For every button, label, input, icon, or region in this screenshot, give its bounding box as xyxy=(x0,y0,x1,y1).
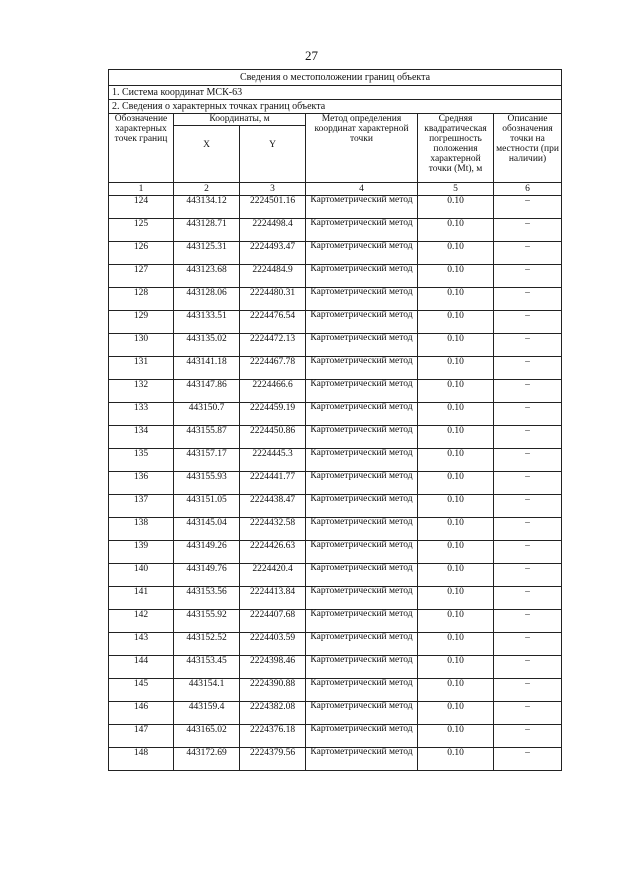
y-value: 2224467.78 xyxy=(240,357,306,380)
accuracy-cell: 0.10 xyxy=(418,633,494,656)
accuracy-cell: 0.10 xyxy=(418,311,494,334)
point-id: 128 xyxy=(109,288,174,311)
y-value: 2224390.88 xyxy=(240,679,306,702)
header-method: Метод определения координат характерной точки xyxy=(306,114,418,183)
description-cell: – xyxy=(494,426,562,449)
x-value: 443155.93 xyxy=(174,472,240,495)
header-coordinates: Координаты, м xyxy=(174,114,306,126)
point-id: 127 xyxy=(109,265,174,288)
accuracy-cell: 0.10 xyxy=(418,265,494,288)
point-id: 137 xyxy=(109,495,174,518)
x-value: 443155.92 xyxy=(174,610,240,633)
x-value: 443153.45 xyxy=(174,656,240,679)
description-cell: – xyxy=(494,633,562,656)
y-value: 2224459.19 xyxy=(240,403,306,426)
method-cell: Картометрический метод xyxy=(306,541,418,564)
method-cell: Картометрический метод xyxy=(306,472,418,495)
y-value: 2224376.18 xyxy=(240,725,306,748)
method-cell: Картометрический метод xyxy=(306,725,418,748)
col-number: 5 xyxy=(418,183,494,196)
y-value: 2224407.68 xyxy=(240,610,306,633)
point-id: 126 xyxy=(109,242,174,265)
y-value: 2224445.3 xyxy=(240,449,306,472)
table-row xyxy=(109,472,562,495)
method-cell: Картометрический метод xyxy=(306,656,418,679)
description-cell: – xyxy=(494,564,562,587)
description-cell: – xyxy=(494,518,562,541)
table-row xyxy=(109,265,562,288)
x-value: 443123.68 xyxy=(174,265,240,288)
x-value: 443128.71 xyxy=(174,219,240,242)
table-row xyxy=(109,656,562,679)
method-cell: Картометрический метод xyxy=(306,426,418,449)
x-value: 443134.12 xyxy=(174,196,240,219)
col-number: 3 xyxy=(240,183,306,196)
description-cell: – xyxy=(494,311,562,334)
y-value: 2224420.4 xyxy=(240,564,306,587)
point-id: 125 xyxy=(109,219,174,242)
header-point-designation: Обозначение характерных точек границ xyxy=(109,114,174,183)
accuracy-cell: 0.10 xyxy=(418,449,494,472)
y-value: 2224432.58 xyxy=(240,518,306,541)
accuracy-cell: 0.10 xyxy=(418,426,494,449)
point-id: 130 xyxy=(109,334,174,357)
point-id: 140 xyxy=(109,564,174,587)
method-cell: Картометрический метод xyxy=(306,610,418,633)
x-value: 443125.31 xyxy=(174,242,240,265)
description-cell: – xyxy=(494,679,562,702)
y-value: 2224426.63 xyxy=(240,541,306,564)
method-cell: Картометрический метод xyxy=(306,357,418,380)
table-row xyxy=(109,288,562,311)
x-value: 443172.69 xyxy=(174,748,240,771)
point-id: 135 xyxy=(109,449,174,472)
method-cell: Картометрический метод xyxy=(306,403,418,426)
method-cell: Картометрический метод xyxy=(306,219,418,242)
table-row xyxy=(109,311,562,334)
table-row xyxy=(109,633,562,656)
method-cell: Картометрический метод xyxy=(306,518,418,541)
description-cell: – xyxy=(494,541,562,564)
x-value: 443147.86 xyxy=(174,380,240,403)
description-cell: – xyxy=(494,449,562,472)
y-value: 2224379.56 xyxy=(240,748,306,771)
description-cell: – xyxy=(494,748,562,771)
method-cell: Картометрический метод xyxy=(306,679,418,702)
point-id: 131 xyxy=(109,357,174,380)
description-cell: – xyxy=(494,219,562,242)
description-cell: – xyxy=(494,403,562,426)
accuracy-cell: 0.10 xyxy=(418,242,494,265)
table-row xyxy=(109,242,562,265)
x-value: 443141.18 xyxy=(174,357,240,380)
description-cell: – xyxy=(494,495,562,518)
description-cell: – xyxy=(494,610,562,633)
point-id: 129 xyxy=(109,311,174,334)
y-value: 2224484.9 xyxy=(240,265,306,288)
point-id: 138 xyxy=(109,518,174,541)
point-id: 136 xyxy=(109,472,174,495)
description-cell: – xyxy=(494,196,562,219)
col-number: 2 xyxy=(174,183,240,196)
method-cell: Картометрический метод xyxy=(306,564,418,587)
y-value: 2224476.54 xyxy=(240,311,306,334)
accuracy-cell: 0.10 xyxy=(418,357,494,380)
description-cell: – xyxy=(494,587,562,610)
y-value: 2224403.59 xyxy=(240,633,306,656)
accuracy-cell: 0.10 xyxy=(418,403,494,426)
table-row xyxy=(109,587,562,610)
x-value: 443165.02 xyxy=(174,725,240,748)
method-cell: Картометрический метод xyxy=(306,196,418,219)
table-row xyxy=(109,725,562,748)
method-cell: Картометрический метод xyxy=(306,702,418,725)
point-id: 141 xyxy=(109,587,174,610)
x-value: 443150.7 xyxy=(174,403,240,426)
accuracy-cell: 0.10 xyxy=(418,656,494,679)
x-value: 443152.52 xyxy=(174,633,240,656)
accuracy-cell: 0.10 xyxy=(418,380,494,403)
method-cell: Картометрический метод xyxy=(306,380,418,403)
y-value: 2224466.6 xyxy=(240,380,306,403)
x-value: 443154.1 xyxy=(174,679,240,702)
accuracy-cell: 0.10 xyxy=(418,518,494,541)
table-row xyxy=(109,679,562,702)
method-cell: Картометрический метод xyxy=(306,334,418,357)
accuracy-cell: 0.10 xyxy=(418,587,494,610)
description-cell: – xyxy=(494,702,562,725)
method-cell: Картометрический метод xyxy=(306,288,418,311)
y-value: 2224498.4 xyxy=(240,219,306,242)
accuracy-cell: 0.10 xyxy=(418,495,494,518)
page-number: 27 xyxy=(305,48,318,63)
col-number: 6 xyxy=(494,183,562,196)
col-number: 1 xyxy=(109,183,174,196)
table-row xyxy=(109,748,562,771)
table-row xyxy=(109,702,562,725)
y-value: 2224493.47 xyxy=(240,242,306,265)
header-description: Описание обозначения точки на местности (при наличии) xyxy=(494,114,562,183)
y-value: 2224501.16 xyxy=(240,196,306,219)
table-row xyxy=(109,449,562,472)
table-row xyxy=(109,380,562,403)
point-id: 145 xyxy=(109,679,174,702)
method-cell: Картометрический метод xyxy=(306,748,418,771)
x-value: 443145.04 xyxy=(174,518,240,541)
x-value: 443149.26 xyxy=(174,541,240,564)
method-cell: Картометрический метод xyxy=(306,311,418,334)
accuracy-cell: 0.10 xyxy=(418,702,494,725)
point-id: 134 xyxy=(109,426,174,449)
y-value: 2224450.86 xyxy=(240,426,306,449)
table-row xyxy=(109,357,562,380)
x-value: 443155.87 xyxy=(174,426,240,449)
table-row xyxy=(109,518,562,541)
col-number: 4 xyxy=(306,183,418,196)
x-value: 443149.76 xyxy=(174,564,240,587)
point-id: 143 xyxy=(109,633,174,656)
method-cell: Картометрический метод xyxy=(306,242,418,265)
section-heading: 2. Сведения о характерных точках границ объекта xyxy=(109,100,562,114)
table-row xyxy=(109,196,562,219)
x-value: 443128.06 xyxy=(174,288,240,311)
header-y: Y xyxy=(240,126,306,183)
accuracy-cell: 0.10 xyxy=(418,725,494,748)
x-value: 443153.56 xyxy=(174,587,240,610)
accuracy-cell: 0.10 xyxy=(418,610,494,633)
y-value: 2224441.77 xyxy=(240,472,306,495)
x-value: 443159.4 xyxy=(174,702,240,725)
description-cell: – xyxy=(494,357,562,380)
table-row xyxy=(109,334,562,357)
accuracy-cell: 0.10 xyxy=(418,564,494,587)
description-cell: – xyxy=(494,242,562,265)
table-row xyxy=(109,564,562,587)
y-value: 2224472.13 xyxy=(240,334,306,357)
table-row xyxy=(109,610,562,633)
method-cell: Картометрический метод xyxy=(306,449,418,472)
x-value: 443135.02 xyxy=(174,334,240,357)
method-cell: Картометрический метод xyxy=(306,587,418,610)
y-value: 2224398.46 xyxy=(240,656,306,679)
point-id: 148 xyxy=(109,748,174,771)
x-value: 443133.51 xyxy=(174,311,240,334)
method-cell: Картометрический метод xyxy=(306,633,418,656)
description-cell: – xyxy=(494,334,562,357)
y-value: 2224413.84 xyxy=(240,587,306,610)
point-id: 124 xyxy=(109,196,174,219)
accuracy-cell: 0.10 xyxy=(418,748,494,771)
description-cell: – xyxy=(494,472,562,495)
point-id: 139 xyxy=(109,541,174,564)
accuracy-cell: 0.10 xyxy=(418,196,494,219)
table-title: Сведения о местоположении границ объекта xyxy=(109,70,562,86)
table-row xyxy=(109,495,562,518)
accuracy-cell: 0.10 xyxy=(418,472,494,495)
method-cell: Картометрический метод xyxy=(306,265,418,288)
accuracy-cell: 0.10 xyxy=(418,334,494,357)
coordinate-system: 1. Система координат МСК-63 xyxy=(109,86,562,100)
point-id: 132 xyxy=(109,380,174,403)
description-cell: – xyxy=(494,380,562,403)
header-x: X xyxy=(174,126,240,183)
y-value: 2224438.47 xyxy=(240,495,306,518)
point-id: 144 xyxy=(109,656,174,679)
y-value: 2224382.08 xyxy=(240,702,306,725)
x-value: 443151.05 xyxy=(174,495,240,518)
table-row xyxy=(109,219,562,242)
accuracy-cell: 0.10 xyxy=(418,219,494,242)
point-id: 147 xyxy=(109,725,174,748)
description-cell: – xyxy=(494,265,562,288)
point-id: 142 xyxy=(109,610,174,633)
table-row xyxy=(109,541,562,564)
y-value: 2224480.31 xyxy=(240,288,306,311)
point-id: 146 xyxy=(109,702,174,725)
method-cell: Картометрический метод xyxy=(306,495,418,518)
description-cell: – xyxy=(494,725,562,748)
accuracy-cell: 0.10 xyxy=(418,679,494,702)
header-accuracy: Средняя квадратическая погрешность положения характерной точки (Mt), м xyxy=(418,114,494,183)
table-row xyxy=(109,403,562,426)
x-value: 443157.17 xyxy=(174,449,240,472)
accuracy-cell: 0.10 xyxy=(418,288,494,311)
point-id: 133 xyxy=(109,403,174,426)
description-cell: – xyxy=(494,656,562,679)
table-row xyxy=(109,426,562,449)
description-cell: – xyxy=(494,288,562,311)
accuracy-cell: 0.10 xyxy=(418,541,494,564)
boundary-points-table xyxy=(108,69,562,771)
